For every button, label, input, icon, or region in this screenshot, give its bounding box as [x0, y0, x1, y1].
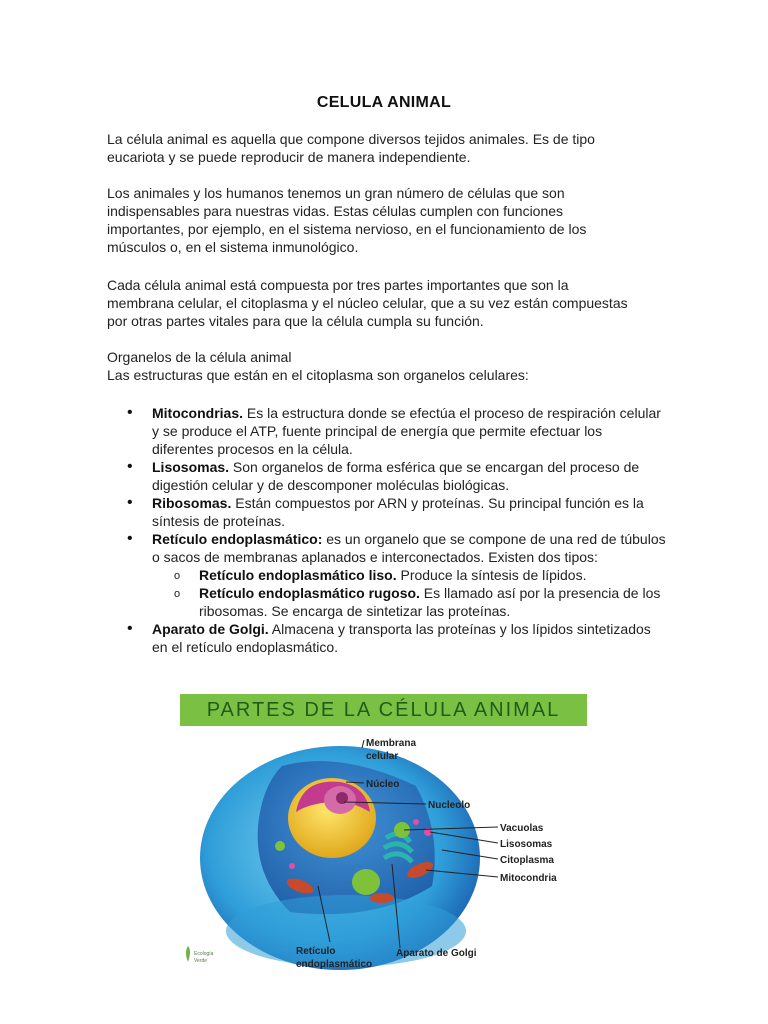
label-vacuolas: Vacuolas [500, 823, 544, 834]
sub-list-item [152, 584, 667, 620]
functions-paragraph: Los animales y los humanos tenemos un gran número de células que son indispensables para nuestras vidas. Estas células cumplen con funciones importantes, por ejemplo, en el sistema nervioso, en el funcionamiento de los músculos o, en el sistema inmunológico. [107, 185, 587, 255]
item-title: Aparato de Golgi. [152, 621, 269, 637]
label-nucleo: Núcleo [366, 779, 400, 790]
subitem-title: Retículo endoplasmático rugoso. [199, 585, 420, 601]
list-item [107, 494, 667, 530]
cell-illustration [180, 726, 587, 978]
label-nucleolo: Nucleolo [428, 800, 471, 811]
nucleus [288, 778, 376, 858]
item-title: Lisosomas. [152, 459, 230, 475]
item-text: Están compuestos por ARN y proteínas. Su principal función es la síntesis de proteínas. [152, 495, 644, 529]
organelles-list [107, 404, 667, 656]
diagram-banner: PARTES DE LA CÉLULA ANIMAL [180, 694, 587, 726]
list-item [107, 404, 667, 458]
intro-paragraph: La célula animal es aquella que compone diversos tejidos animales. Es de tipo eucariota y se puede reproducir de manera independiente. [107, 131, 595, 165]
parts-paragraph: Cada célula animal está compuesta por tres partes importantes que son la membrana celular, el citoplasma y el núcleo celular, que a su vez están compuestas por otras partes vitales para que la célula cumpla su función. [107, 277, 628, 329]
item-text: Almacena y transporta las proteínas y los lípidos sintetizados en el retículo endoplasmático. [152, 621, 651, 655]
list-item [107, 620, 667, 656]
logo-line-2: Verde [194, 958, 208, 964]
sub-list-item [152, 566, 667, 584]
item-text: es un organelo que se compone de una red de túbulos o sacos de membranas aplanados e interconectados. Existen dos tipos: [152, 531, 666, 565]
label-reticulo-2: endoplasmático [296, 959, 373, 970]
list-item [107, 530, 667, 620]
item-title: Ribosomas. [152, 495, 232, 511]
logo-line-1: Ecología [194, 951, 214, 957]
item-text: Son organelos de forma esférica que se encargan del proceso de digestión celular y de descomponer moléculas biológicas. [152, 459, 640, 493]
item-title: Retículo endoplasmático: [152, 531, 323, 547]
subitem-text: Es llamado así por la presencia de los ribosomas. Se encarga de sintetizar las proteínas. [199, 585, 661, 619]
reticulum-sublist [152, 566, 667, 620]
label-citoplasma: Citoplasma [500, 855, 554, 866]
list-item [107, 458, 667, 494]
cell-diagram [180, 694, 587, 978]
label-membrana-2: celular [366, 751, 399, 762]
organelos-heading: Organelos de la célula animal [107, 349, 292, 365]
item-title: Mitocondrias. [152, 405, 244, 421]
subitem-title: Retículo endoplasmático liso. [199, 567, 397, 583]
item-text: Es la estructura donde se efectúa el proceso de respiración celular y se produce el ATP, fuente principal de energía que permite efectuar los diferentes procesos en la célula. [152, 405, 661, 457]
label-lisosomas: Lisosomas [500, 839, 553, 850]
label-mitocondria: Mitocondria [500, 873, 557, 884]
label-golgi: Aparato de Golgi [396, 948, 477, 959]
label-reticulo: Retículo [296, 946, 336, 957]
organelos-intro: Las estructuras que están en el citoplasma son organelos celulares: [107, 367, 529, 383]
leaf-icon [186, 946, 190, 962]
label-membrana: Membrana [366, 738, 417, 749]
page-title: CELULA ANIMAL [316, 94, 452, 111]
subitem-text: Produce la síntesis de lípidos. [396, 567, 587, 583]
brand-logo [186, 946, 214, 964]
